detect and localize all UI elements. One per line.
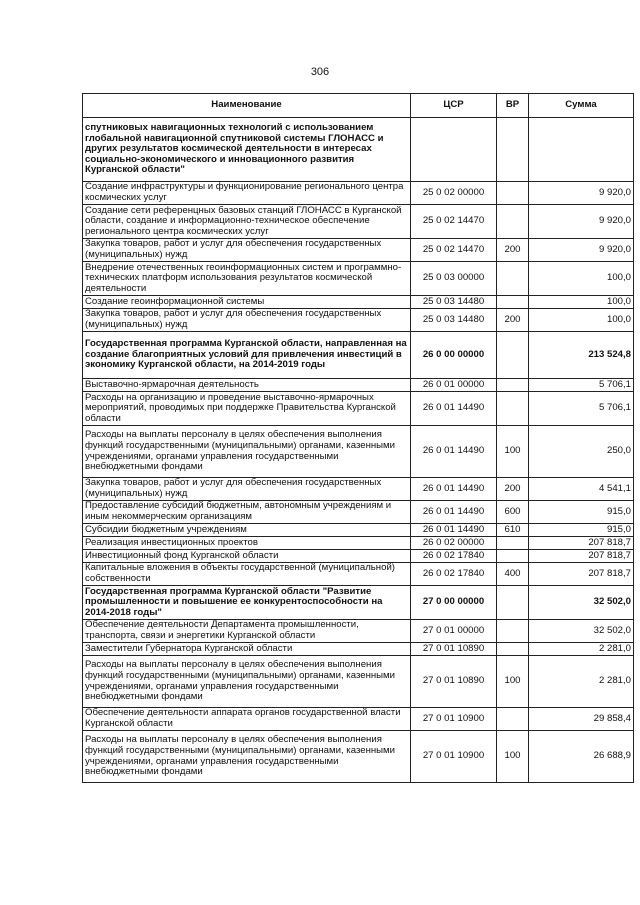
row-vr-cell: 200 [497, 478, 529, 501]
row-sum-cell: 32 502,0 [529, 620, 634, 643]
table-row [83, 620, 634, 643]
row-sum-cell: 100,0 [529, 309, 634, 332]
row-csr-cell: 25 0 02 00000 [411, 182, 497, 205]
row-vr-cell [497, 262, 529, 296]
row-name-cell: Инвестиционный фонд Курганской области [83, 550, 411, 563]
row-name-cell: Внедрение отечественных геоинформационных систем и программно-технических платформ использования результатов космической деятельности [83, 262, 411, 296]
table-row [83, 205, 634, 239]
row-name-cell: Государственная программа Курганской области "Развитие промышленности и повышение ее конкурентоспособности на 2014-2018 годы" [83, 586, 411, 620]
row-name-cell: Реализация инвестиционных проектов [83, 537, 411, 550]
row-sum-cell: 250,0 [529, 426, 634, 478]
row-csr-cell: 25 0 02 14470 [411, 205, 497, 239]
row-name-cell: Заместители Губернатора Курганской области [83, 643, 411, 656]
table-row [83, 586, 634, 620]
table-row [83, 426, 634, 478]
row-sum-cell: 9 920,0 [529, 239, 634, 262]
row-vr-cell: 100 [497, 731, 529, 783]
row-csr-cell: 27 0 01 10900 [411, 731, 497, 783]
table-row [83, 118, 634, 182]
row-csr-cell: 26 0 00 00000 [411, 332, 497, 379]
table-body [83, 118, 634, 783]
row-vr-cell: 600 [497, 501, 529, 524]
row-sum-cell: 32 502,0 [529, 586, 634, 620]
row-sum-cell: 26 688,9 [529, 731, 634, 783]
column-header-csr: ЦСР [411, 94, 497, 118]
row-vr-cell: 100 [497, 656, 529, 708]
row-vr-cell [497, 296, 529, 309]
row-csr-cell: 25 0 03 14480 [411, 309, 497, 332]
table-row [83, 478, 634, 501]
row-name-cell: Создание геоинформационной системы [83, 296, 411, 309]
row-vr-cell [497, 392, 529, 426]
row-vr-cell: 610 [497, 524, 529, 537]
row-sum-cell: 4 541,1 [529, 478, 634, 501]
table-row [83, 332, 634, 379]
row-sum-cell: 100,0 [529, 262, 634, 296]
row-csr-cell: 26 0 02 17840 [411, 550, 497, 563]
row-name-cell: Субсидии бюджетным учреждениям [83, 524, 411, 537]
table-row [83, 182, 634, 205]
row-name-cell: Расходы на организацию и проведение выставочно-ярмарочных мероприятий, проводимых при поддержке Правительства Курганской области [83, 392, 411, 426]
row-name-cell: Обеспечение деятельности Департамента промышленности, транспорта, связи и энергетики Курганской области [83, 620, 411, 643]
row-name-cell: Расходы на выплаты персоналу в целях обеспечения выполнения функций государственными (муниципальными) органами, казенными учреждениями, органами управления государственными внебюджетными фондами [83, 731, 411, 783]
row-name-cell: Капитальные вложения в объекты государственной (муниципальной) собственности [83, 563, 411, 586]
row-vr-cell [497, 586, 529, 620]
table-row [83, 501, 634, 524]
row-vr-cell [497, 620, 529, 643]
row-vr-cell [497, 643, 529, 656]
table-row [83, 309, 634, 332]
row-csr-cell: 27 0 01 10890 [411, 656, 497, 708]
table-row [83, 643, 634, 656]
table-row [83, 563, 634, 586]
row-name-cell: Закупка товаров, работ и услуг для обеспечения государственных (муниципальных) нужд [83, 309, 411, 332]
page-number: 306 [310, 66, 330, 78]
row-name-cell: спутниковых навигационных технологий с использованием глобальной навигационной спутниковой системы ГЛОНАСС и других результатов космической деятельности в интересах социально-экономического и инновационного развития Курганской области" [83, 118, 411, 182]
row-csr-cell: 27 0 01 10900 [411, 708, 497, 731]
row-sum-cell: 207 818,7 [529, 550, 634, 563]
row-vr-cell [497, 550, 529, 563]
table-row [83, 524, 634, 537]
table-row [83, 262, 634, 296]
row-csr-cell: 26 0 01 14490 [411, 501, 497, 524]
row-csr-cell: 26 0 01 14490 [411, 392, 497, 426]
table-row [83, 239, 634, 262]
row-csr-cell: 25 0 03 14480 [411, 296, 497, 309]
column-header-vr: ВР [497, 94, 529, 118]
row-sum-cell: 29 858,4 [529, 708, 634, 731]
row-vr-cell [497, 332, 529, 379]
table-row [83, 296, 634, 309]
table-row [83, 708, 634, 731]
row-vr-cell [497, 708, 529, 731]
row-csr-cell: 26 0 02 00000 [411, 537, 497, 550]
row-csr-cell: 25 0 03 00000 [411, 262, 497, 296]
row-name-cell: Закупка товаров, работ и услуг для обеспечения государственных (муниципальных) нужд [83, 478, 411, 501]
table-row [83, 550, 634, 563]
row-sum-cell: 207 818,7 [529, 563, 634, 586]
row-vr-cell: 400 [497, 563, 529, 586]
row-csr-cell: 26 0 02 17840 [411, 563, 497, 586]
row-vr-cell: 100 [497, 426, 529, 478]
row-name-cell: Государственная программа Курганской области, направленная на создание благоприятных условий для привлечения инвестиций в экономику Курганской области, на 2014-2019 годы [83, 332, 411, 379]
table-row [83, 379, 634, 392]
row-name-cell: Создание сети референцных базовых станций ГЛОНАСС в Курганской области, создание и информационно-техническое обеспечение регионального центра космических услуг [83, 205, 411, 239]
row-csr-cell: 27 0 00 00000 [411, 586, 497, 620]
row-name-cell: Расходы на выплаты персоналу в целях обеспечения выполнения функций государственными (муниципальными) органами, казенными учреждениями, органами управления государственными внебюджетными фондами [83, 656, 411, 708]
column-header-sum: Сумма [529, 94, 634, 118]
row-sum-cell: 2 281,0 [529, 656, 634, 708]
column-header-name: Наименование [83, 94, 411, 118]
row-name-cell: Выставочно-ярмарочная деятельность [83, 379, 411, 392]
budget-table [82, 93, 634, 783]
row-vr-cell [497, 537, 529, 550]
row-vr-cell: 200 [497, 239, 529, 262]
row-name-cell: Создание инфраструктуры и функционирование регионального центра космических услуг [83, 182, 411, 205]
row-sum-cell: 5 706,1 [529, 379, 634, 392]
row-vr-cell [497, 182, 529, 205]
table-row [83, 731, 634, 783]
table-header [83, 94, 634, 118]
row-sum-cell: 9 920,0 [529, 205, 634, 239]
row-csr-cell: 26 0 01 14490 [411, 426, 497, 478]
row-sum-cell: 213 524,8 [529, 332, 634, 379]
row-csr-cell: 25 0 02 14470 [411, 239, 497, 262]
row-vr-cell [497, 379, 529, 392]
row-sum-cell: 2 281,0 [529, 643, 634, 656]
row-sum-cell: 915,0 [529, 524, 634, 537]
row-vr-cell [497, 205, 529, 239]
row-csr-cell: 27 0 01 10890 [411, 643, 497, 656]
row-name-cell: Расходы на выплаты персоналу в целях обеспечения выполнения функций государственными (муниципальными) органами, казенными учреждениями, органами управления государственными внебюджетными фондами [83, 426, 411, 478]
row-vr-cell [497, 118, 529, 182]
row-sum-cell: 207 818,7 [529, 537, 634, 550]
row-sum-cell: 915,0 [529, 501, 634, 524]
row-sum-cell: 5 706,1 [529, 392, 634, 426]
row-csr-cell: 26 0 01 14490 [411, 524, 497, 537]
table-row [83, 392, 634, 426]
row-csr-cell: 27 0 01 00000 [411, 620, 497, 643]
row-sum-cell: 100,0 [529, 296, 634, 309]
table-row [83, 656, 634, 708]
row-name-cell: Закупка товаров, работ и услуг для обеспечения государственных (муниципальных) нужд [83, 239, 411, 262]
row-name-cell: Предоставление субсидий бюджетным, автономным учреждениям и иным некоммерческим организациям [83, 501, 411, 524]
row-vr-cell: 200 [497, 309, 529, 332]
row-name-cell: Обеспечение деятельности аппарата органов государственной власти Курганской области [83, 708, 411, 731]
table-row [83, 537, 634, 550]
row-csr-cell [411, 118, 497, 182]
row-csr-cell: 26 0 01 14490 [411, 478, 497, 501]
row-csr-cell: 26 0 01 00000 [411, 379, 497, 392]
row-sum-cell: 9 920,0 [529, 182, 634, 205]
row-sum-cell [529, 118, 634, 182]
